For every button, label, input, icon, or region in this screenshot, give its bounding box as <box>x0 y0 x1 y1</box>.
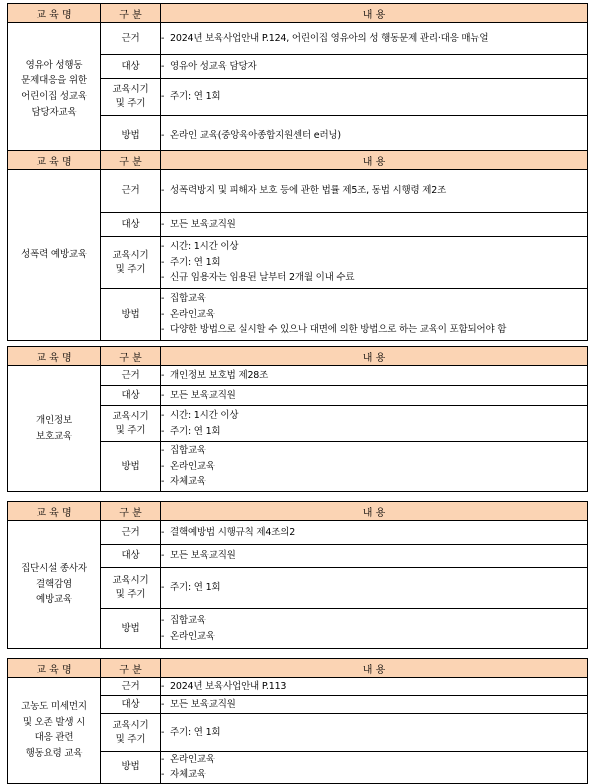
content-item <box>161 255 587 270</box>
content-item <box>161 59 587 74</box>
header-education-name <box>8 4 101 23</box>
bullet-dash: - <box>161 410 165 422</box>
education-name-line: 어린이집 성교육 <box>21 91 87 102</box>
content-item-text: 모든 보육교직원 <box>170 550 236 562</box>
category-label: 방법 <box>121 308 140 320</box>
education-name-line: 및 오존 발생 시 <box>22 716 86 728</box>
category-cell <box>101 366 161 386</box>
header-name-label: 교 육 명 <box>36 664 72 676</box>
header-division-label: 구 분 <box>119 352 142 364</box>
content-item <box>161 183 587 198</box>
header-content <box>161 502 588 521</box>
content-item-text: 2024년 보육사업안내 P.113 <box>170 680 287 692</box>
content-cell <box>161 170 588 213</box>
content-item <box>161 548 587 563</box>
content-item-text: 자체교육 <box>170 476 206 488</box>
content-cell <box>161 366 588 386</box>
content-item <box>161 368 587 383</box>
education-table <box>7 501 588 649</box>
category-cell <box>101 213 161 237</box>
table-header-row <box>8 4 588 23</box>
content-item-text: 결핵예방법 시행규칙 제4조의2 <box>170 526 296 538</box>
bullet-dash: - <box>161 308 165 320</box>
category-label: 근거 <box>121 526 140 538</box>
bullet-dash: - <box>161 476 165 488</box>
table-header-row <box>8 151 588 170</box>
education-name-line: 개인정보 <box>36 414 72 426</box>
category-cell <box>101 609 161 649</box>
bullet-dash: - <box>161 680 165 692</box>
category-cell <box>101 752 161 784</box>
content-cell <box>161 752 588 784</box>
category-label: 대상 <box>121 550 140 562</box>
content-cell <box>161 79 588 116</box>
content-item-text: 개인정보 보호법 제28조 <box>170 369 269 381</box>
content-cell <box>161 696 588 714</box>
category-label: 교육시기 <box>112 84 149 96</box>
content-item-text: 집합교육 <box>170 615 206 627</box>
header-name-label: 교 육 명 <box>36 156 72 168</box>
header-name-label: 교 육 명 <box>36 9 72 21</box>
content-cell <box>161 521 588 545</box>
content-item-text: 주기: 연 1회 <box>170 256 221 268</box>
education-name-line: 결핵감염 <box>36 578 72 590</box>
bullet-dash: - <box>161 550 165 562</box>
category-label: 근거 <box>121 680 140 692</box>
content-item <box>161 239 587 254</box>
category-cell <box>101 406 161 442</box>
bullet-dash: - <box>161 769 165 781</box>
content-item <box>161 217 587 232</box>
content-item <box>161 474 587 489</box>
bullet-dash: - <box>161 460 165 472</box>
header-content <box>161 151 588 170</box>
education-name-line: 행동요령 교육 <box>25 748 83 760</box>
content-item-text: 주기: 연 1회 <box>170 91 221 103</box>
content-item <box>161 580 587 595</box>
header-education-name <box>8 502 101 521</box>
bullet-dash: - <box>161 91 165 103</box>
content-cell <box>161 237 588 289</box>
header-division <box>101 4 161 23</box>
category-label: 방법 <box>121 460 140 472</box>
bullet-dash: - <box>161 218 165 230</box>
education-name-line: 대응 관련 <box>34 732 74 744</box>
bullet-dash: - <box>161 272 165 284</box>
category-label: 근거 <box>121 369 140 381</box>
category-cell <box>101 23 161 55</box>
header-education-name <box>8 347 101 366</box>
category-cell <box>101 678 161 696</box>
content-item-text: 온라인 교육(중앙육아종합지원센터 e러닝) <box>170 129 341 141</box>
content-cell <box>161 289 588 341</box>
content-item-text: 모든 보육교직원 <box>170 389 236 401</box>
header-content <box>161 347 588 366</box>
content-item <box>161 424 587 439</box>
category-cell <box>101 696 161 714</box>
content-item <box>161 629 587 644</box>
education-table <box>7 346 588 492</box>
education-table <box>7 3 588 156</box>
bullet-dash: - <box>161 129 165 141</box>
bullet-dash: - <box>161 185 165 197</box>
content-cell <box>161 568 588 609</box>
category-label: 및 주기 <box>115 589 146 600</box>
content-item <box>161 725 587 740</box>
content-cell <box>161 609 588 649</box>
content-item-text: 모든 보육교직원 <box>170 218 236 230</box>
header-division-label: 구 분 <box>119 156 142 168</box>
bullet-dash: - <box>161 754 165 765</box>
category-cell <box>101 79 161 116</box>
header-division <box>101 502 161 521</box>
table-row <box>8 521 588 545</box>
content-item <box>161 291 587 306</box>
category-cell <box>101 55 161 79</box>
header-division <box>101 347 161 366</box>
content-item <box>161 322 587 337</box>
content-item-text: 집합교육 <box>170 445 206 457</box>
content-item <box>161 270 587 285</box>
table-row <box>8 23 588 55</box>
category-label: 교육시기 <box>112 249 149 261</box>
bullet-dash: - <box>161 615 165 627</box>
category-cell <box>101 442 161 492</box>
header-education-name <box>8 151 101 170</box>
education-table <box>7 150 588 341</box>
content-cell <box>161 406 588 442</box>
header-name-label: 교 육 명 <box>36 507 72 519</box>
bullet-dash: - <box>161 698 165 710</box>
content-cell <box>161 23 588 55</box>
category-label: 대상 <box>121 698 140 710</box>
bullet-dash: - <box>161 389 165 401</box>
education-name-line: 영유아 성행동 <box>25 59 83 71</box>
header-division-label: 구 분 <box>119 664 142 676</box>
education-name-line: 문제대응을 위한 <box>21 75 87 87</box>
content-item <box>161 679 587 694</box>
content-item-text: 온라인교육 <box>170 630 215 642</box>
content-item <box>161 388 587 403</box>
bullet-dash: - <box>161 32 165 44</box>
category-cell <box>101 521 161 545</box>
content-cell <box>161 442 588 492</box>
header-content <box>161 4 588 23</box>
category-label: 대상 <box>121 389 140 401</box>
header-division-label: 구 분 <box>119 9 142 21</box>
category-cell <box>101 568 161 609</box>
content-cell <box>161 213 588 237</box>
content-item <box>161 128 587 143</box>
education-name-cell <box>8 170 101 341</box>
content-item-text: 집합교육 <box>170 293 206 305</box>
category-label: 교육시기 <box>112 575 149 587</box>
content-item <box>161 443 587 458</box>
header-education-name <box>8 659 101 678</box>
content-cell <box>161 545 588 568</box>
education-name-line: 성폭력 예방교육 <box>21 249 87 261</box>
category-cell <box>101 170 161 213</box>
content-item <box>161 767 587 782</box>
content-item <box>161 307 587 322</box>
category-label: 방법 <box>121 129 140 141</box>
content-item-text: 온라인교육 <box>170 460 215 472</box>
education-name-line: 담당자교육 <box>31 106 77 118</box>
content-item <box>161 459 587 474</box>
content-item-text: 시간: 1시간 이상 <box>170 241 239 253</box>
category-label: 및 주기 <box>115 98 146 109</box>
education-name-line: 예방교육 <box>36 594 72 606</box>
content-item <box>161 408 587 423</box>
header-content-label: 내 용 <box>362 664 386 676</box>
education-name-cell <box>8 521 101 649</box>
header-name-label: 교 육 명 <box>36 352 72 364</box>
header-content-label: 내 용 <box>362 352 386 364</box>
content-item <box>161 613 587 628</box>
content-item-text: 자체교육 <box>170 769 206 781</box>
content-cell <box>161 386 588 406</box>
content-item-text: 시간: 1시간 이상 <box>170 410 239 422</box>
category-label: 방법 <box>121 622 140 634</box>
category-label: 대상 <box>121 60 140 72</box>
bullet-dash: - <box>161 526 165 538</box>
category-label: 교육시기 <box>112 410 149 422</box>
header-content <box>161 659 588 678</box>
header-division-label: 구 분 <box>119 507 142 519</box>
content-cell <box>161 678 588 696</box>
education-name-cell <box>8 23 101 156</box>
bullet-dash: - <box>161 293 165 305</box>
content-item-text: 2024년 보육사업안내 P.124, 어린이집 영유아의 성 행동문제 관리·대응 매뉴얼 <box>170 32 489 44</box>
category-cell <box>101 714 161 752</box>
content-item-text: 온라인교육 <box>170 754 215 765</box>
content-item-text: 모든 보육교직원 <box>170 698 236 710</box>
category-cell <box>101 545 161 568</box>
table-header-row <box>8 659 588 678</box>
category-label: 및 주기 <box>115 733 146 745</box>
bullet-dash: - <box>161 324 165 336</box>
category-label: 및 주기 <box>115 263 146 275</box>
header-content-label: 내 용 <box>362 156 386 168</box>
category-label: 근거 <box>121 32 140 44</box>
content-item <box>161 752 587 767</box>
content-item-text: 성폭력방지 및 피해자 보호 등에 관한 법률 제5조, 동법 시행령 제2조 <box>170 185 447 197</box>
category-label: 대상 <box>121 218 140 230</box>
content-item <box>161 697 587 712</box>
category-label: 및 주기 <box>115 424 146 436</box>
education-name-cell <box>8 366 101 492</box>
content-item-text: 주기: 연 1회 <box>170 425 221 437</box>
table-row <box>8 170 588 213</box>
header-content-label: 내 용 <box>362 9 386 21</box>
content-item <box>161 525 587 540</box>
content-cell <box>161 55 588 79</box>
category-cell <box>101 237 161 289</box>
bullet-dash: - <box>161 445 165 457</box>
content-item-text: 신규 임용자는 임용된 날부터 2개월 이내 수료 <box>170 272 355 284</box>
category-label: 방법 <box>121 761 140 773</box>
table-header-row <box>8 347 588 366</box>
bullet-dash: - <box>161 726 165 738</box>
category-label: 교육시기 <box>112 719 149 731</box>
content-cell <box>161 714 588 752</box>
content-item-text: 다양한 방법으로 실시할 수 있으나 대면에 의한 방법으로 하는 교육이 포함되어야 함 <box>170 324 507 336</box>
content-item-text: 주기: 연 1회 <box>170 726 221 738</box>
content-item-text: 온라인교육 <box>170 308 215 320</box>
bullet-dash: - <box>161 369 165 381</box>
education-name-line: 보호교육 <box>36 430 72 442</box>
education-name-line: 고농도 미세먼지 <box>21 701 87 713</box>
content-item-text: 영유아 성교육 담당자 <box>170 60 257 72</box>
education-table <box>7 658 588 784</box>
table-header-row <box>8 502 588 521</box>
table-row <box>8 366 588 386</box>
content-item <box>161 89 587 104</box>
bullet-dash: - <box>161 60 165 72</box>
header-division <box>101 659 161 678</box>
bullet-dash: - <box>161 425 165 437</box>
content-item-text: 주기: 연 1회 <box>170 582 221 594</box>
education-name-cell <box>8 678 101 784</box>
bullet-dash: - <box>161 582 165 594</box>
header-division <box>101 151 161 170</box>
content-item <box>161 31 587 46</box>
education-name-line: 집단시설 종사자 <box>21 562 87 574</box>
category-cell <box>101 289 161 341</box>
table-row <box>8 678 588 696</box>
bullet-dash: - <box>161 241 165 253</box>
category-cell <box>101 386 161 406</box>
category-label: 근거 <box>121 185 140 197</box>
header-content-label: 내 용 <box>362 507 386 519</box>
bullet-dash: - <box>161 630 165 642</box>
bullet-dash: - <box>161 256 165 268</box>
